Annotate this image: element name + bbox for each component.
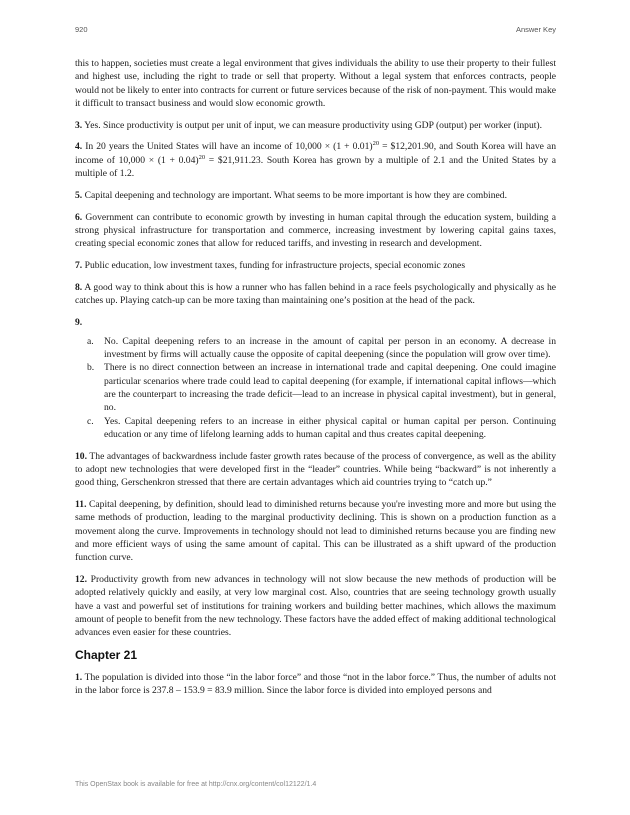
answer-number: 9. [75, 316, 83, 328]
answer-3 [75, 119, 556, 132]
answer-number: 3. [75, 119, 83, 131]
answer-4 [75, 140, 556, 180]
answer-9-list [75, 335, 556, 441]
answer-text: Public education, low investment taxes, funding for infrastructure projects, special economic zones [84, 260, 466, 272]
answer-number: 7. [75, 260, 83, 272]
answer-text: A good way to think about this is how a runner who has fallen behind in a race feels psychologically and physically as he catches up. Playing catch-up can be more taxing than maintaining one’s position at the head of the pack. [75, 281, 556, 307]
page-number: 920 [75, 25, 88, 34]
answer-10 [75, 450, 556, 490]
answer-7 [75, 259, 556, 272]
page-footer: This OpenStax book is available for free at http://cnx.org/content/col12122/1.4 [75, 781, 317, 788]
answer-number: 6. [75, 211, 83, 223]
list-item-label: a. [87, 335, 94, 347]
answer-text-part2: = $12,201.90, and South Korea will have an income of 10,000 × (1 + 0.04) [75, 141, 556, 166]
answer-8 [75, 281, 556, 308]
answer-5 [75, 189, 556, 202]
answer-6 [75, 211, 556, 251]
answer-text-part1: In 20 years the United States will have an income of 10,000 × (1 + 0.01) [85, 141, 373, 153]
list-item-text: No. Capital deepening refers to an increase in the amount of capital per person in an economy. A decrease in investment by firms will actually cause the opposite of capital deepening (since the population will grow over time). [104, 335, 556, 361]
answer-text: Capital deepening, by definition, should lead to diminished returns because you're investing more and more but using the same methods of production, leading to the marginal productivity declining. This is shown on a production function as a movement along the curve. Improvements in technology should not lead to diminished returns because you are finding new and more efficient ways of using the same amount of capital. This can be illustrated as a shift upward of the production function curve. [75, 499, 556, 564]
list-item-text: Yes. Capital deepening refers to an increase in either physical capital or human capital per person. Continuing education or any time of lifelong learning adds to human capital and thus creates capital deepening. [104, 415, 556, 440]
exponent: 20 [198, 153, 206, 161]
list-item-label: c. [87, 415, 94, 427]
answer-text: The population is divided into those “in the labor force” and those “not in the labor force.” Thus, the number of adults not in the labor force is 237.8 – 153.9 = 83.9 million. Since the labor force is divided into employed persons and [75, 671, 556, 697]
list-item-label: b. [87, 362, 95, 374]
answer-text: Government can contribute to economic growth by investing in human capital through the education system, building a strong physical infrastructure for transportation and commerce, increasing investment by lowering capital gains taxes, creating special economic zones that allow for reduced tariffs, and investing in research and development. [75, 211, 556, 250]
chapter-heading: Chapter 21 [75, 648, 138, 663]
answer-number: 4. [75, 141, 83, 153]
intro-paragraph: this to happen, societies must create a legal environment that gives individuals the ability to use their property to their fullest and highest use, including the right to trade or sell that property. Without a legal system that enforces contracts, people would not be likely to enter into contracts for current or future services because of the risk of non-payment. This would make it difficult to transact business and would slow economic growth. [75, 58, 556, 109]
answer-number: 10. [75, 450, 87, 462]
running-header: Answer Key [515, 25, 556, 34]
answer-text: Productivity growth from new advances in technology will not slow because the new methods of production will be adopted relatively quickly and easily, at very low marginal cost. Also, countries that are seeing technology growth usually have a vast and powerful set of institutions for training workers and building better machines, which allows the maximum amount of people to benefit from the new technology. These factors have the added effect of making additional technological advances even easier for these countries. [75, 574, 556, 639]
list-item [87, 335, 556, 362]
list-item-text: There is no direct connection between an increase in international trade and capital deepening. One could imagine particular scenarios where trade could lead to capital deepening (for example, if international capital inflows—which are the counterpart to increasing the trade deficit—lead to an increase in physical capital investment), but in general, no. [104, 362, 556, 414]
exponent: 20 [372, 140, 380, 148]
answer-number: 11. [75, 499, 87, 511]
answer-number: 8. [75, 281, 83, 293]
list-item [87, 361, 556, 414]
answer-9 [75, 316, 556, 329]
list-item [87, 415, 556, 442]
answer-number: 12. [75, 574, 87, 585]
answer-text: Yes. Since productivity is output per unit of input, we can measure productivity using GDP (output) per worker (input). [84, 119, 543, 131]
answer-number: 1. [75, 671, 83, 683]
chapter-answer-1 [75, 671, 556, 698]
answer-12 [75, 573, 556, 639]
answer-text: The advantages of backwardness include faster growth rates because of the process of convergence, as well as the ability to adopt new technologies that were developed first in the “leader” countries. While being “backward” is not inherently a good thing, Gerschenkron stressed that there are certain advantages which aid countries trying to “catch up.” [75, 450, 557, 489]
answer-number: 5. [75, 189, 83, 201]
answer-text-part3: = $21,911.23. South Korea has grown by a multiple of 2.1 and the United States by a multiple of 1.2. [75, 154, 556, 180]
answer-text: Capital deepening and technology are important. What seems to be more important is how they are combined. [84, 189, 507, 201]
answer-11 [75, 498, 556, 564]
page-content [75, 57, 556, 706]
